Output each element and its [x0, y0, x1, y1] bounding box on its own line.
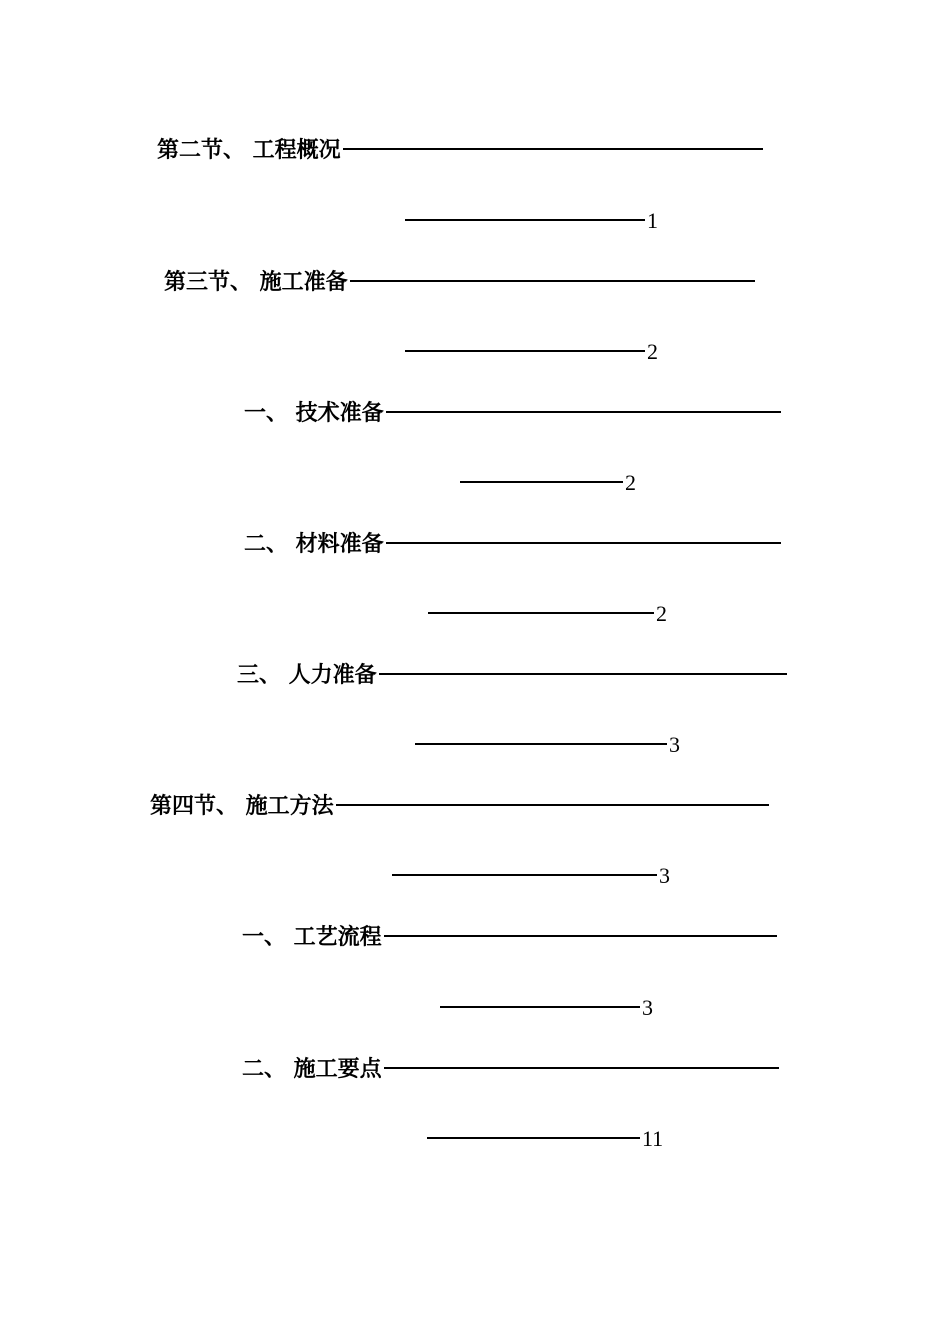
- leader-line: [428, 612, 654, 614]
- toc-page-number: 3: [659, 863, 670, 888]
- leader-line: [405, 219, 645, 221]
- toc-entry-continuation: [415, 731, 680, 760]
- toc-page-number: 2: [647, 339, 658, 364]
- leader-line: [415, 743, 667, 745]
- toc-entry-label: 二、 施工要点: [242, 1056, 382, 1082]
- toc-entry-label: 第二节、 工程概况: [157, 137, 341, 163]
- toc-entry-label: 第四节、 施工方法: [150, 793, 334, 819]
- toc-entry-label: 一、 技术准备: [244, 400, 384, 426]
- toc-entry-renli-zhunbei[interactable]: [237, 661, 787, 689]
- leader-line: [386, 411, 781, 413]
- toc-page-number: 2: [625, 470, 636, 495]
- leader-line: [392, 874, 657, 876]
- toc-entry-continuation: [440, 994, 653, 1023]
- leader-line: [350, 280, 755, 282]
- toc-entry-shigong-zhunbei[interactable]: [164, 268, 755, 296]
- toc-entry-continuation: [392, 862, 670, 891]
- toc-entry-continuation: [405, 338, 658, 367]
- toc-entry-label: 一、 工艺流程: [242, 924, 382, 950]
- leader-line: [336, 804, 769, 806]
- toc-entry-continuation: [427, 1125, 663, 1154]
- leader-line: [343, 148, 763, 150]
- leader-line: [440, 1006, 640, 1008]
- toc-entry-cailiao-zhunbei[interactable]: [244, 530, 781, 558]
- toc-page-number: 1: [647, 208, 658, 233]
- leader-line: [386, 542, 781, 544]
- toc-entry-continuation: [405, 207, 658, 236]
- toc-entry-label: 三、 人力准备: [237, 662, 377, 688]
- leader-line: [384, 1067, 779, 1069]
- leader-line: [427, 1137, 640, 1139]
- toc-page-number: 3: [669, 732, 680, 757]
- toc-entry-shigong-fangfa[interactable]: [150, 792, 769, 820]
- toc-entry-gongyi-liucheng[interactable]: [242, 923, 777, 951]
- toc-page-number: 2: [656, 601, 667, 626]
- toc-page-number: 3: [642, 995, 653, 1020]
- leader-line: [460, 481, 623, 483]
- leader-line: [405, 350, 645, 352]
- toc-entry-label: 二、 材料准备: [244, 531, 384, 557]
- toc-entry-label: 第三节、 施工准备: [164, 269, 348, 295]
- toc-entry-continuation: [460, 469, 636, 498]
- leader-line: [379, 673, 787, 675]
- toc-entry-gongcheng-gaikuang[interactable]: [157, 136, 763, 164]
- toc-entry-jishu-zhunbei[interactable]: [244, 399, 781, 427]
- toc-entry-continuation: [428, 600, 667, 629]
- leader-line: [384, 935, 777, 937]
- toc-entry-shigong-yaodian[interactable]: [242, 1055, 779, 1083]
- toc-page-number: 11: [642, 1126, 664, 1151]
